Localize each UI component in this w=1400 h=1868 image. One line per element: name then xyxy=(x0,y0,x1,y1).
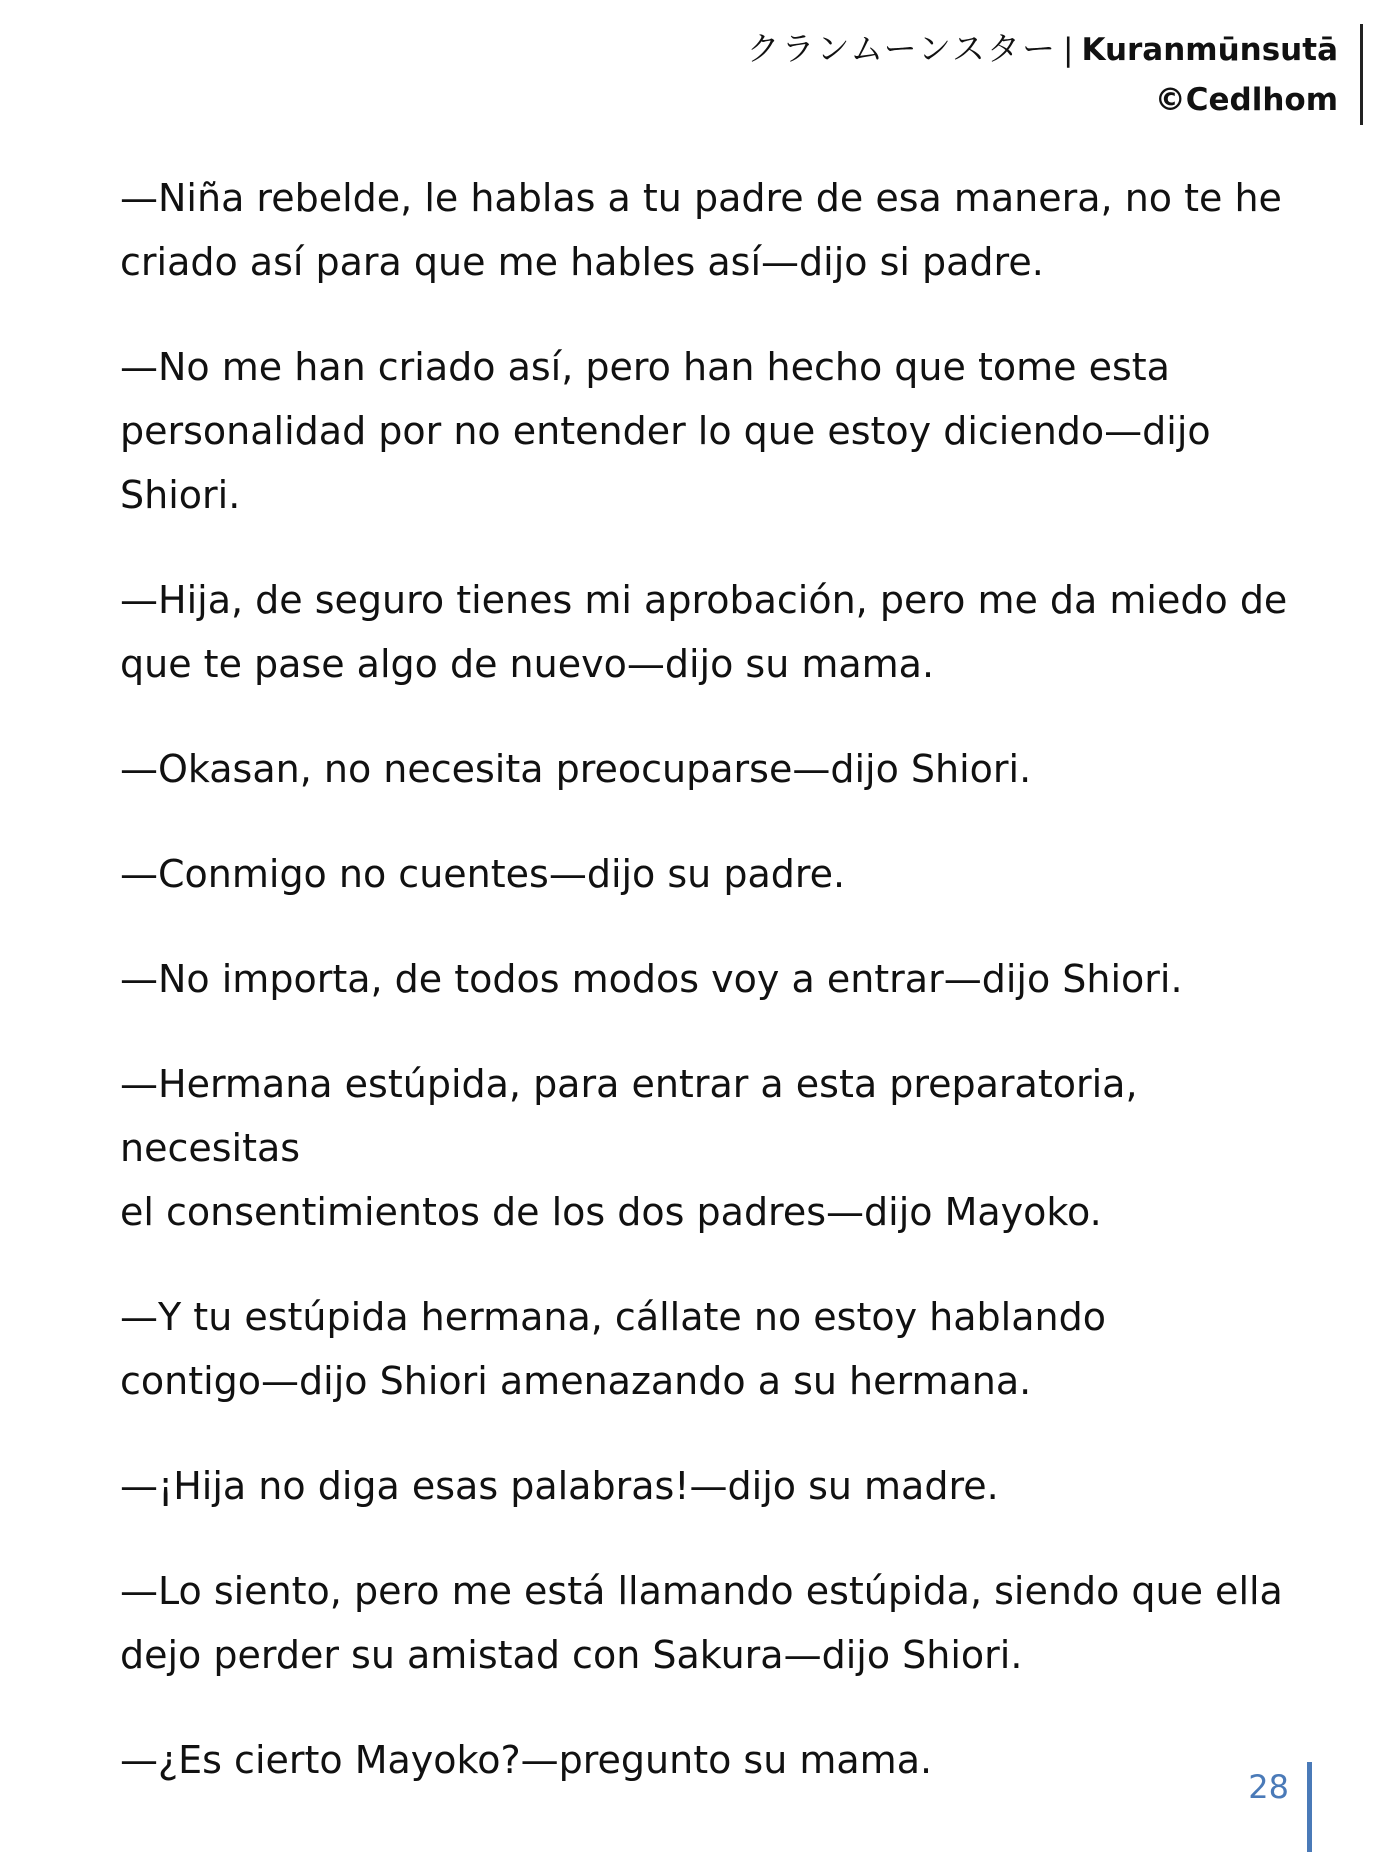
page-header xyxy=(747,24,1363,125)
header-separator: | xyxy=(1063,32,1074,68)
paragraph: —Conmigo no cuentes—dijo su padre. xyxy=(120,852,846,896)
paragraph: —Niña rebelde, le hablas a tu padre de esa manera, no te he criado así para que me hables así—dijo si padre. xyxy=(120,176,1282,284)
paragraph: —Y tu estúpida hermana, cállate no estoy hablando contigo—dijo Shiori amenazando a su hermana. xyxy=(120,1295,1106,1403)
paragraph: —¿Es cierto Mayoko?—pregunto su mama. xyxy=(120,1738,933,1782)
header-title-romaji: Kuranmūnsutā xyxy=(1081,32,1338,68)
header-title-line xyxy=(747,24,1338,75)
paragraph: —Hija, de seguro tienes mi aprobación, pero me da miedo de que te pase algo de nuevo—dijo su mama. xyxy=(120,578,1288,686)
paragraph: —No me han criado así, pero han hecho que tome esta personalidad por no entender lo que estoy diciendo—dijo Shiori. xyxy=(120,345,1211,517)
paragraph: —Okasan, no necesita preocuparse—dijo Shiori. xyxy=(120,747,1032,791)
paragraph: —Lo siento, pero me está llamando estúpida, siendo que ella dejo perder su amistad con Sakura—dijo Shiori. xyxy=(120,1569,1283,1677)
paragraph: —No importa, de todos modos voy a entrar—dijo Shiori. xyxy=(120,957,1183,1001)
header-copyright: ©Cedlhom xyxy=(1154,82,1338,118)
header-title-jp: クランムーンスター xyxy=(746,29,1058,68)
paragraph: —Hermana estúpida, para entrar a esta preparatoria, necesitas el consentimientos de los dos padres—dijo Mayoko. xyxy=(120,1062,1138,1234)
page-number: 28 xyxy=(1248,1762,1312,1852)
paragraph: —¡Hija no diga esas palabras!—dijo su madre. xyxy=(120,1464,999,1508)
document-body xyxy=(120,166,1320,1833)
